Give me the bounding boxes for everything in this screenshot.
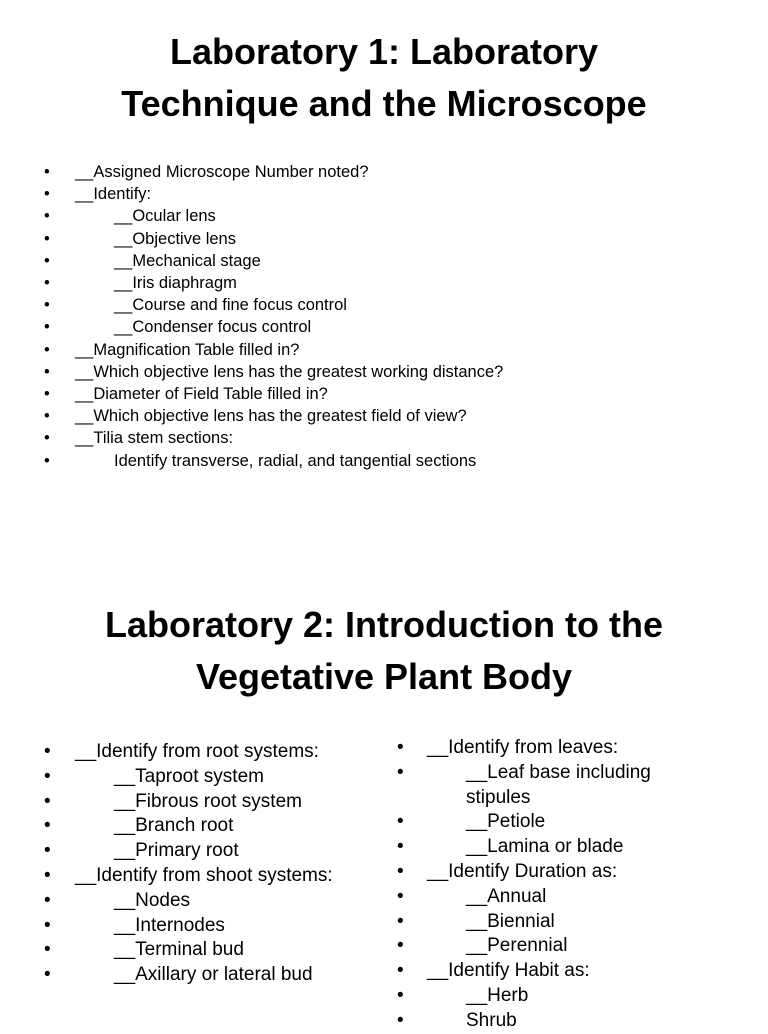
list-item: [352, 835, 768, 860]
bullet-icon: •: [397, 836, 404, 858]
bullet-icon: •: [44, 407, 50, 426]
list-item-text: __Which objective lens has the greatest field of view?: [75, 407, 467, 426]
bullet-icon: •: [44, 864, 51, 886]
bullet-icon: •: [44, 815, 51, 837]
lab2-title-line2: Vegetative Plant Body: [195, 656, 573, 697]
list-item: [352, 910, 768, 935]
bullet-icon: •: [44, 765, 51, 787]
bullet-icon: •: [397, 811, 404, 833]
list-item: [352, 810, 768, 835]
bullet-icon: •: [397, 910, 404, 932]
list-item-text: Shrub: [466, 1009, 517, 1031]
list-item-text: __Identify from shoot systems:: [75, 864, 333, 886]
bullet-icon: •: [44, 296, 50, 315]
list-item-text: __Identify Habit as:: [427, 960, 590, 982]
list-item: [0, 405, 768, 427]
list-item-text: __Petiole: [466, 811, 546, 833]
bullet-icon: •: [44, 362, 50, 381]
bullet-icon: •: [44, 207, 50, 226]
bullet-icon: •: [44, 964, 51, 986]
list-item: [0, 183, 768, 205]
bullet-icon: •: [44, 889, 51, 911]
list-item: [0, 740, 380, 765]
list-item-text: __Magnification Table filled in?: [75, 340, 300, 359]
lab1-title-line1: Laboratory 1: Laboratory: [169, 31, 599, 72]
list-item-text: __Which objective lens has the greatest working distance?: [75, 362, 504, 381]
list-item-text: __Identify Duration as:: [427, 860, 618, 882]
bullet-icon: •: [44, 790, 51, 812]
list-item: [0, 161, 768, 183]
list-item-text: __Annual: [466, 885, 547, 907]
list-item-text: __Objective lens: [114, 229, 236, 248]
list-item-text: __Herb: [466, 984, 529, 1006]
list-item: [0, 814, 380, 839]
lab1-title: [0, 26, 768, 130]
list-item: [0, 790, 380, 815]
list-item-text: __Leaf base including stipules: [466, 761, 651, 808]
bullet-icon: •: [397, 984, 404, 1006]
list-item: [0, 450, 768, 472]
list-item: [0, 250, 768, 272]
list-item: [0, 205, 768, 227]
list-item-text: __Course and fine focus control: [114, 296, 347, 315]
bullet-icon: •: [44, 429, 50, 448]
list-item: [0, 427, 768, 449]
list-item: [352, 934, 768, 959]
list-item: [352, 761, 768, 811]
lab1-slide: [0, 0, 768, 500]
bullet-icon: •: [397, 935, 404, 957]
list-item-text: __Axillary or lateral bud: [114, 964, 313, 986]
list-item-text: __Branch root: [114, 815, 234, 837]
list-item-text: __Iris diaphragm: [114, 274, 237, 293]
list-item-text: __Terminal bud: [114, 939, 244, 961]
bullet-icon: •: [44, 914, 51, 936]
list-item-text: __Ocular lens: [114, 207, 216, 226]
list-item-text: __Identify from leaves:: [427, 737, 619, 758]
list-item: [352, 885, 768, 910]
bullet-icon: •: [44, 939, 51, 961]
list-item-text: __Perennial: [466, 935, 568, 957]
lab2-slide: [0, 590, 768, 1031]
bullet-icon: •: [44, 385, 50, 404]
bullet-icon: •: [397, 860, 404, 882]
list-item: [0, 272, 768, 294]
list-item-text: __Identify:: [75, 185, 152, 204]
bullet-icon: •: [397, 1009, 404, 1031]
list-item: [0, 914, 380, 939]
lab2-left-checklist: [0, 740, 380, 988]
lab1-title-line2: Technique and the Microscope: [121, 83, 647, 124]
list-item: [0, 361, 768, 383]
list-item-text: __Diameter of Field Table filled in?: [75, 385, 328, 404]
list-item: [0, 316, 768, 338]
list-item: [0, 864, 380, 889]
list-item: [352, 1009, 768, 1034]
lab2-title: [0, 599, 768, 703]
list-item-text: __Primary root: [114, 840, 239, 862]
bullet-icon: •: [44, 840, 51, 862]
list-item: [0, 839, 380, 864]
bullet-icon: •: [397, 960, 404, 982]
list-item: [0, 938, 380, 963]
bullet-icon: •: [397, 885, 404, 907]
list-item-text: __Mechanical stage: [114, 251, 261, 270]
list-item: [352, 736, 768, 761]
lab2-right-checklist: [352, 736, 768, 1034]
bullet-icon: •: [44, 251, 50, 270]
bullet-icon: •: [44, 185, 50, 204]
list-item-text: __Tilia stem sections:: [75, 429, 234, 448]
list-item-text: __Internodes: [114, 914, 225, 936]
list-item: [0, 294, 768, 316]
list-item-text: __Taproot system: [114, 765, 264, 787]
list-item-text: Identify transverse, radial, and tangential sections: [114, 451, 477, 470]
list-item: [352, 984, 768, 1009]
list-item: [0, 383, 768, 405]
list-item-text: __Fibrous root system: [114, 790, 302, 812]
list-item-text: __Lamina or blade: [466, 836, 624, 858]
list-item-text: __Biennial: [466, 910, 555, 932]
bullet-icon: •: [397, 737, 404, 758]
list-item: [0, 889, 380, 914]
list-item: [0, 339, 768, 361]
bullet-icon: •: [44, 340, 50, 359]
list-item: [352, 860, 768, 885]
bullet-icon: •: [44, 451, 50, 470]
list-item: [352, 959, 768, 984]
list-item-text: __Nodes: [114, 889, 191, 911]
bullet-icon: •: [44, 274, 50, 293]
lab1-checklist: [0, 161, 768, 472]
bullet-icon: •: [44, 163, 50, 181]
bullet-icon: •: [397, 761, 404, 783]
list-item: [0, 963, 380, 988]
list-item-text: __Identify from root systems:: [75, 741, 319, 762]
list-item: [0, 765, 380, 790]
list-item-text: __Condenser focus control: [114, 318, 312, 337]
list-item: [0, 228, 768, 250]
bullet-icon: •: [44, 741, 51, 762]
list-item-text: __Assigned Microscope Number noted?: [75, 163, 369, 181]
bullet-icon: •: [44, 318, 50, 337]
bullet-icon: •: [44, 229, 50, 248]
lab2-title-line1: Laboratory 2: Introduction to the: [105, 604, 663, 645]
